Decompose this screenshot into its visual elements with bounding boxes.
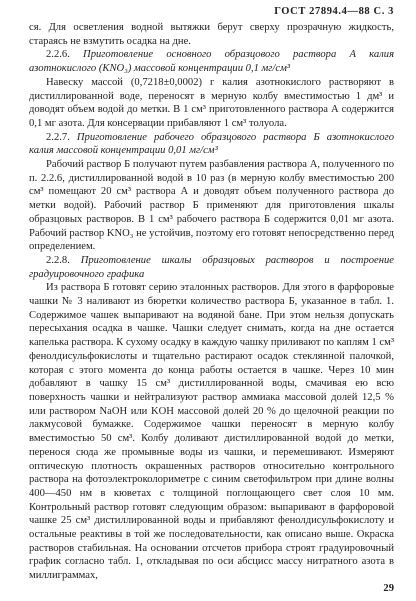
- page-number: 29: [383, 583, 394, 594]
- paragraph-weighing: [29, 76, 394, 131]
- section-title: Приготовление шкалы образцовых растворов и построение градуировочного графика: [29, 254, 395, 280]
- paragraph-continuation: [29, 21, 394, 48]
- section-title: Приготовление основного образцового раствора А калия азотнокислого (KNO₃) массовой концентрации 0,1 мг/см³: [29, 49, 394, 75]
- section-heading-2-2-8: [29, 254, 394, 281]
- paragraph-text: Рабочий раствор Б получают путем разбавления раствора А, полученного по п. 2.2.6, дистиллированной водой в 10 раз (в мерную колбу вместимостью 200 см³ помещают 20 см³ раствора А и доводят объем полученного раствора до метки водой). Рабочий раствор Б применяют для приготовления шкалы образцовых растворов. В 1 см³ рабочего раствора Б содержится 0,01 мг азота. Рабочий раствор KNO₃ не устойчив, поэтому его готовят непосредственно перед определением.: [29, 159, 394, 253]
- page-header: ГОСТ 27894.4—88 С. 3: [274, 6, 394, 17]
- paragraph-calibration-procedure: [29, 281, 394, 582]
- section-heading-2-2-7: [29, 131, 394, 158]
- section-title: Приготовление рабочего образцового раствора Б азотнокислого калия массовой концентрации 0,01 мг/см³: [29, 131, 394, 157]
- paragraph-working-solution: [29, 158, 394, 254]
- section-number: 2.2.8.: [46, 254, 81, 266]
- section-number: 2.2.7.: [46, 131, 77, 143]
- paragraph-text: Из раствора Б готовят серию эталонных растворов. Для этого в фарфоровые чашки № 3 наливают из бюретки количество раствора Б, указанное в табл. 1. Содержимое чашек выпаривают на водяной бане. При этом нельзя допускать пересыхания осадка в чашке. Чашки следует снимать, когда на дне остается капелька раствора. К сухому осадку в каждую чашку приливают по каплям 1 см³ фенолдисульфокислоты и тщательно растирают осадок стеклянной палочкой, которая с этого момента до конца работы остается в чашке. Через 10 мин добавляют в чашку 15 см³ дистиллированной воды, смачивая ею всю поверхность чашки и нейтрализуют раствор аммиака массовой долей 12,5 % или раствором NaOH или KOH массовой долей 20 % до щелочной реакции по лакмусовой бумажке. Содержимое чашки переносят в мерную колбу вместимостью 50 см³. Колбу доливают дистиллированной водой до метки, перенося сюда же промывные воды из чашки, и перемешивают. Измеряют оптическую плотность окрашенных растворов относительно контрольного раствора на фотоэлектроколориметре с синим светофильтром при длине волны 400—450 нм в кюветах с толщиной поглощающего свет слоя 10 мм. Контрольный раствор готовят следующим образом: выпаривают в фарфоровой чашке 25 см³ дистиллированной воды и прибавляют фенолдисульфокислоту и остальные реактивы в той же последовательности, как описано выше. Окраска растворов стабильная. На основании отсчетов прибора строят градуировочный график согласно табл. 1, откладывая по оси абсцисс массу нитратного азота в миллиграммах,: [29, 282, 394, 582]
- paragraph-text: Навеску массой (0,7218±0,0002) г калия азотнокислого растворяют в дистиллированной воде, переносят в мерную колбу вместимостью 1 дм³ и доводят объем водой до метки. В 1 см³ приготовленного раствора А содержится 0,1 мг азота. Для консервации прибавляют 1 см³ толуола.: [29, 76, 394, 129]
- page-body: [29, 21, 394, 583]
- section-heading-2-2-6: [29, 48, 394, 75]
- paragraph-text: ся. Для осветления водной вытяжки берут сверху прозрачную жидкость, стараясь не взмутить осадка на дне.: [29, 22, 394, 47]
- section-number: 2.2.6.: [46, 49, 84, 61]
